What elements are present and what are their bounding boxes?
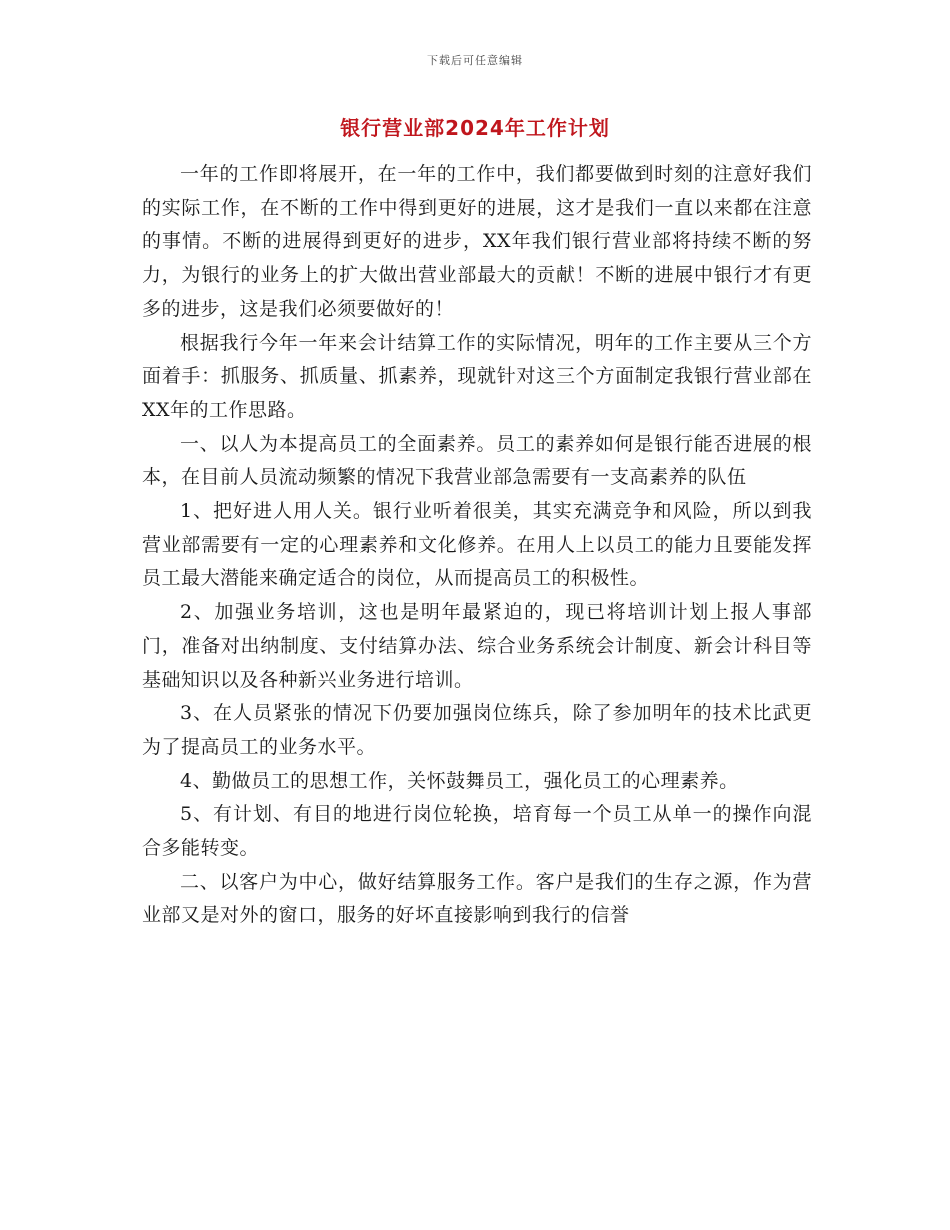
paragraph-section-one: 一、以人为本提高员工的全面素养。员工的素养如何是银行能否进展的根本，在目前人员流动频繁的情况下我营业部急需要有一支高素养的队伍 (142, 432, 812, 489)
paragraph-section-two: 二、以客户为中心，做好结算服务工作。客户是我们的生存之源，作为营业部又是对外的窗口，服务的好坏直接影响到我行的信誉 (142, 870, 812, 927)
paragraph-item-4: 4、勤做员工的思想工作，关怀鼓舞员工，强化员工的心理素养。 (180, 769, 739, 792)
paragraph-item-1: 1、把好进人用人关。银行业听着很美，其实充满竞争和风险，所以到我营业部需要有一定的心理素养和文化修养。在用人上以员工的能力且要能发挥员工最大潜能来确定适合的岗位，从而提高员工的积极性。 (142, 500, 812, 590)
document-title: 银行营业部2024年工作计划 (340, 116, 610, 140)
paragraph-item-3: 3、在人员紧张的情况下仍要加强岗位练兵，除了参加明年的技术比武更为了提高员工的业务水平。 (142, 702, 812, 758)
paragraph-item-5: 5、有计划、有目的地进行岗位轮换，培育每一个员工从单一的操作向混合多能转变。 (142, 803, 812, 860)
document-body (142, 158, 812, 933)
paragraph-plan-overview: 根据我行今年一年来会计结算工作的实际情况，明年的工作主要从三个方面着手：抓服务、抓质量、抓素养，现就针对这三个方面制定我银行营业部在XX年的工作思路。 (142, 331, 812, 421)
header-note: 下载后可任意编辑 (427, 54, 523, 67)
paragraph-intro: 一年的工作即将展开，在一年的工作中，我们都要做到时刻的注意好我们的实际工作，在不断的工作中得到更好的进展，这才是我们一直以来都在注意的事情。不断的进展得到更好的进步，XX年我们银行营业部将持续不断的努力，为银行的业务上的扩大做出营业部最大的贡献！不断的进展中银行才有更多的进步，这是我们必须要做好的！ (142, 163, 812, 320)
paragraph-item-2: 2、加强业务培训，这也是明年最紧迫的，现已将培训计划上报人事部门，准备对出纳制度、支付结算办法、综合业务系统会计制度、新会计科目等基础知识以及各种新兴业务进行培训。 (142, 601, 812, 691)
